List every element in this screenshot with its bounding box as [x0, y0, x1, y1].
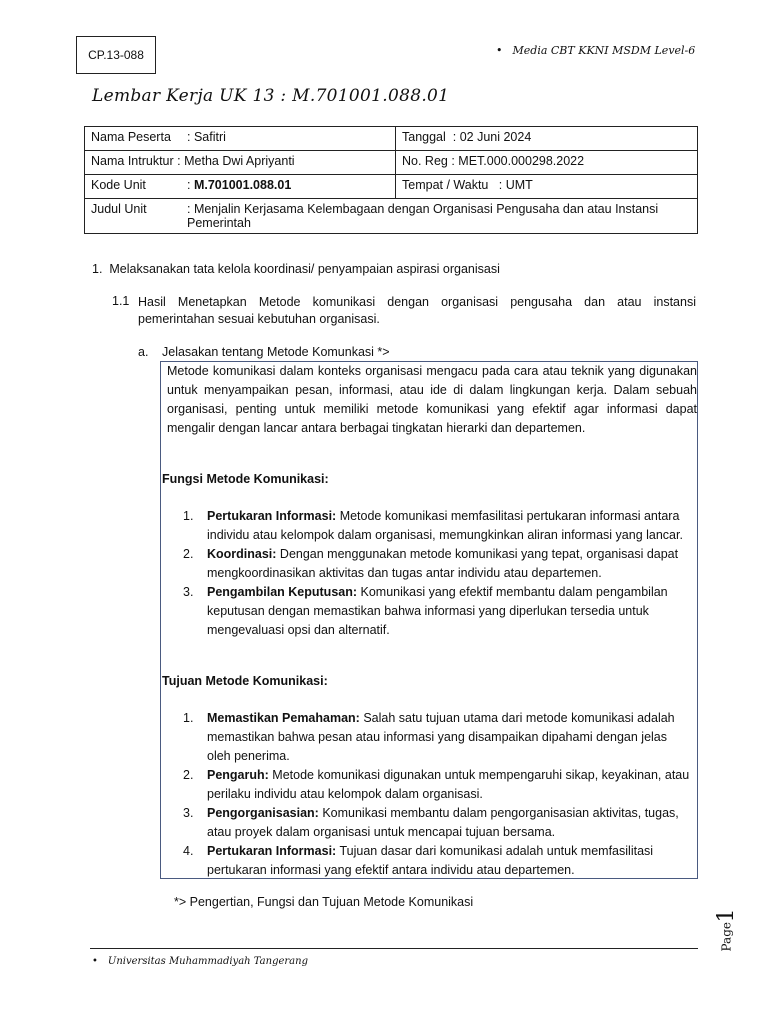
fungsi-list [183, 507, 693, 640]
document-code-box [76, 36, 156, 74]
table-row [85, 151, 698, 175]
item-text: Metode komunikasi digunakan untuk mempengaruhi sikap, keyakinan, atau perilaku individu atau kelompok dalam organisasi. [207, 768, 690, 801]
noreg-value: : MET.000.000298.2022 [451, 154, 585, 168]
question-a [138, 345, 390, 359]
item-number: 2. [183, 768, 194, 782]
answer-intro: Metode komunikasi dalam konteks organisasi mengacu pada cara atau teknik yang digunakan untuk menyampaikan pesan, informasi, atau ide di dalam lingkungan kerja. Dalam sebuah organisasi, penting untuk memiliki metode komunikasi yang efektif agar informasi dapat mengalir dengan lancar antara berbagai tingkatan hierarki dan departemen. [167, 364, 697, 435]
cell-tanggal [396, 127, 698, 151]
section-text: Melaksanakan tata kelola koordinasi/ penyampaian aspirasi organisasi [109, 262, 500, 276]
worksheet-title: Lembar Kerja UK 13 : M.701001.088.01 [92, 86, 450, 106]
item-text: Komunikasi membantu dalam pengorganisasian aktivitas, tugas, atau proyek dalam organisasi untuk mencapai tujuan bersama. [207, 806, 679, 839]
document-code: CP.13-088 [88, 48, 144, 62]
page-label-text: Page [719, 922, 734, 952]
tempat-label: Tempat / Waktu [402, 178, 489, 192]
item-title: Pengambilan Keputusan: [207, 585, 358, 599]
cell-noreg [396, 151, 698, 175]
media-header [496, 44, 695, 57]
table-row [85, 127, 698, 151]
fungsi-heading: Fungsi Metode Komunikasi: [162, 472, 329, 486]
nama-intruktur-label: Nama Intruktur [91, 154, 174, 168]
tanggal-label: Tanggal [402, 130, 446, 144]
list-item [183, 507, 693, 545]
section-heading [92, 262, 500, 276]
nama-peserta-label: Nama Peserta [91, 130, 171, 144]
footer-divider [90, 948, 698, 949]
subsection-heading [112, 294, 696, 328]
noreg-label: No. Reg [402, 154, 448, 168]
footer [92, 956, 308, 967]
tempat-value: : UMT [498, 178, 533, 192]
item-number: 3. [183, 585, 194, 599]
item-title: Pengorganisasian: [207, 806, 319, 820]
judul-unit-value: : Menjalin Kerjasama Kelembagaan dengan Organisasi Pengusaha dan atau Instansi Pemerintah [187, 202, 659, 230]
subsection-number: 1.1 [112, 294, 130, 308]
item-text: Dengan menggunakan metode komunikasi yang tepat, organisasi dapat mengkoordinasikan aktivitas dan tugas antar individu atau departemen. [207, 547, 679, 580]
bullet-icon: • [496, 44, 503, 57]
list-item [183, 766, 693, 804]
question-letter: a. [138, 345, 149, 359]
item-number: 2. [183, 547, 194, 561]
item-text: Metode komunikasi memfasilitasi pertukaran informasi antara individu atau kelompok dalam organisasi, memungkinkan aliran informasi yang lancar. [207, 509, 683, 542]
item-number: 1. [183, 509, 194, 523]
list-item [183, 842, 693, 880]
cell-kode-unit [85, 175, 396, 199]
kode-unit-colon: : [187, 178, 191, 192]
participant-info-table [84, 126, 698, 234]
item-title: Pengaruh: [207, 768, 269, 782]
tujuan-heading: Tujuan Metode Komunikasi: [162, 674, 328, 688]
nama-peserta-value: : Safitri [187, 130, 226, 144]
kode-unit-label: Kode Unit [91, 178, 146, 192]
list-item [183, 709, 693, 766]
list-item [183, 545, 693, 583]
cell-judul-unit [85, 199, 698, 234]
nama-intruktur-value: : Metha Dwi Apriyanti [177, 154, 295, 168]
tanggal-value: : 02 Juni 2024 [452, 130, 532, 144]
judul-unit-label: Judul Unit [91, 202, 147, 216]
item-text: Komunikasi yang efektif membantu dalam pengambilan keputusan dengan memastikan bahwa informasi yang diperlukan tersedia untuk mengevaluasi opsi dan alternatif. [207, 585, 668, 637]
item-text: Salah satu tujuan utama dari metode komunikasi adalah memastikan bahwa pesan atau informasi yang disampaikan dipahami dengan jelas oleh penerima. [207, 711, 675, 763]
cell-nama-peserta [85, 127, 396, 151]
media-title: Media CBT KKNI MSDM Level-6 [512, 44, 696, 57]
section-number: 1. [92, 262, 103, 276]
list-item [183, 804, 693, 842]
item-title: Koordinasi: [207, 547, 277, 561]
subsection-text: Hasil Menetapkan Metode komunikasi dengan organisasi pengusaha dan atau instansi pemerintahan sesuai kebutuhan organisasi. [138, 295, 696, 326]
list-item [183, 583, 693, 640]
cell-nama-intruktur [85, 151, 396, 175]
answer-box [160, 361, 698, 879]
item-number: 4. [183, 844, 194, 858]
item-title: Memastikan Pemahaman: [207, 711, 360, 725]
page-number-value: 1 [714, 908, 739, 922]
item-number: 1. [183, 711, 194, 725]
tujuan-list [183, 709, 693, 880]
bullet-icon: • [92, 956, 98, 967]
answer-note: *> Pengertian, Fungsi dan Tujuan Metode Komunikasi [174, 895, 474, 909]
item-title: Pertukaran Informasi: [207, 844, 337, 858]
table-row [85, 199, 698, 234]
item-number: 3. [183, 806, 194, 820]
page-number [714, 908, 739, 951]
kode-unit-value: M.701001.088.01 [193, 178, 292, 192]
item-title: Pertukaran Informasi: [207, 509, 337, 523]
item-text: Tujuan dasar dari komunikasi adalah untuk memfasilitasi pertukaran informasi yang efektif antara individu atau departemen. [207, 844, 654, 877]
table-row [85, 175, 698, 199]
footer-text: Universitas Muhammadiyah Tangerang [107, 956, 308, 967]
cell-tempat-waktu [396, 175, 698, 199]
question-text: Jelasakan tentang Metode Komunkasi *> [162, 345, 390, 359]
